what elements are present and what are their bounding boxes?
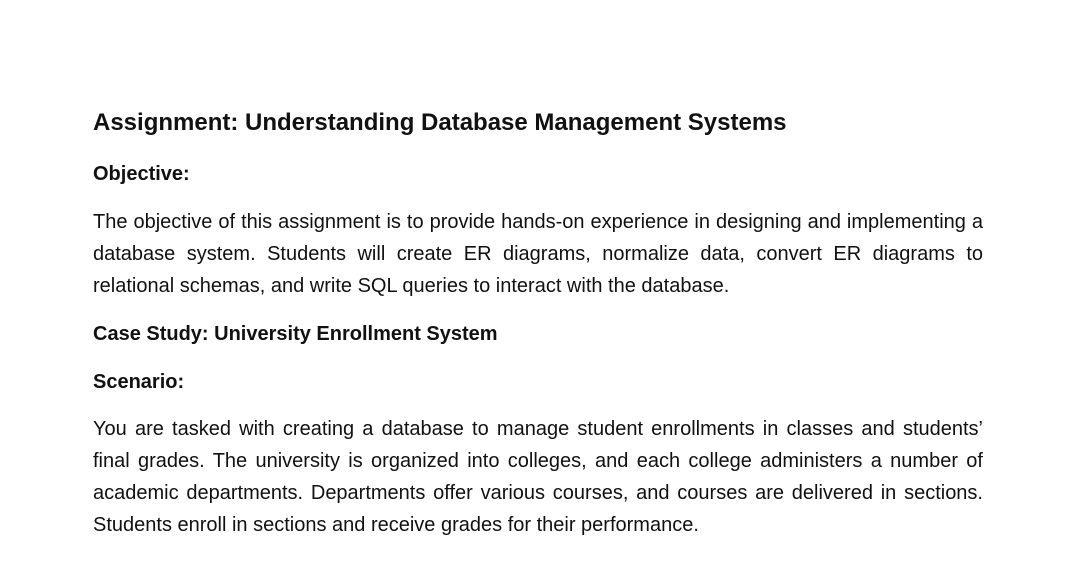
objective-paragraph: The objective of this assignment is to provide hands-on experience in designing and implementing a database system. Students will create ER diagrams, normalize data, convert ER diagrams to relational schemas, and write SQL queries to interact with the database. [93,211,983,297]
scenario-paragraph: You are tasked with creating a database to manage student enrollments in classes and students’ final grades. The university is organized into colleges, and each college administers a number of academic departments. Departments offer various courses, and courses are delivered in sections. Students enroll in sections and receive grades for their performance. [93,418,983,536]
scenario-heading: Scenario: [93,371,185,393]
objective-heading: Objective: [93,163,190,185]
case-study-heading: Case Study: University Enrollment System [93,323,498,345]
document-title: Assignment: Understanding Database Management Systems [93,109,787,136]
